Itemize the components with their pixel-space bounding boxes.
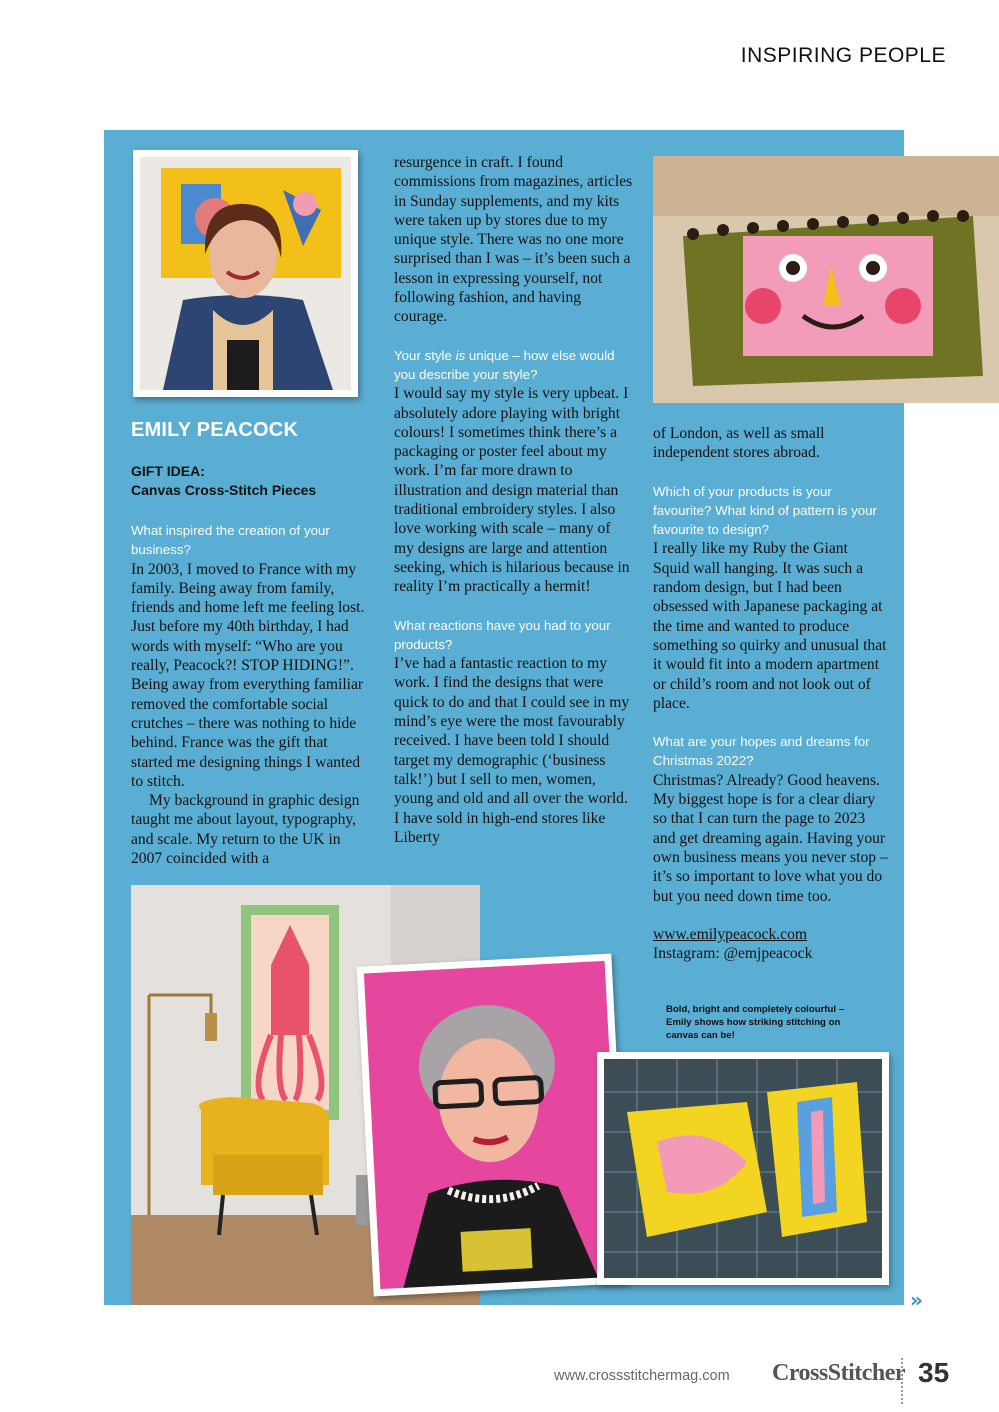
- footer-url: www.crossstitchermag.com: [554, 1368, 730, 1384]
- sealife-cushions-photo: [597, 1052, 889, 1285]
- page-number: 35: [918, 1357, 950, 1388]
- question-3: What reactions have you had to your products?: [394, 617, 611, 652]
- section-label: INSPIRING PEOPLE: [740, 44, 946, 67]
- sun-cushion-photo: [653, 156, 999, 403]
- gift-idea-label: GIFT IDEA:: [131, 463, 205, 479]
- gift-idea-value: Canvas Cross-Stitch Pieces: [131, 482, 317, 498]
- question-2: Your style is unique – how else would you describe your style?: [394, 347, 615, 382]
- column-3: [653, 424, 888, 963]
- column-2: [394, 153, 634, 847]
- footer-brand-logo: CrossStitcher: [772, 1360, 906, 1386]
- answer-4: I really like my Ruby the Giant Squid wall hanging. It was such a random design, but I had been obsessed with Japanese packaging at the time and wanted to produce something so quirky and unusual that it would fit into a modern apartment or child’s room and not look out of place.: [653, 540, 887, 712]
- answer-5: Christmas? Already? Good heavens. My biggest hope is for a clear diary so that I can turn the page to 2023 and get dreaming again. Having your own business means you never stop – it’s so important to love what you do but you need down time too.: [653, 771, 888, 905]
- website-link[interactable]: www.emilypeacock.com: [653, 925, 808, 943]
- designer-name: EMILY PEACOCK: [131, 419, 299, 441]
- column-1: [131, 502, 371, 868]
- answer-1: In 2003, I moved to France with my family. Being away from family, friends and home left me feeling lost. Just before my 40th birthday, I had words with myself: “Who are you really, Peacock?! STOP HIDING!”. Being away from everything familiar removed the comfortable social crutches – there was nothing to hide behind. France was the gift that started me designing things I wanted to stitch.: [131, 560, 365, 790]
- question-1: What inspired the creation of your business?: [131, 523, 330, 558]
- question-4: Which of your products is your favourite? What kind of pattern is your favourite to design?: [653, 483, 877, 538]
- answer-1-continued: My background in graphic design taught me about layout, typography, and scale. My return to the UK in 2007 coincided with a: [131, 792, 360, 868]
- answer-1-end: resurgence in craft. I found commissions from magazines, articles in Sunday supplements, and my kits were taken up by stores due to my unique style. There was no one more surprised than I was – it’s been such a lesson in expressing yourself, not following fashion, and having courage.: [394, 154, 633, 326]
- portrait-photo: [133, 150, 358, 397]
- lady-portrait-photo: [357, 954, 629, 1297]
- continue-arrow-icon: »: [910, 1288, 923, 1312]
- answer-2: I would say my style is very upbeat. I absolutely adore playing with bright colours! I sometimes think there’s a packaging or poster feel about my work. I’m far more drawn to illustration and design material than traditional embroidery styles. I also love working with scale – many of my designs are large and attention seeking, which is hilarious because in reality I’m practically a hermit!: [394, 385, 630, 596]
- instagram-handle: Instagram: @emjpeacock: [653, 945, 813, 963]
- photo-caption: Bold, bright and completely colourful – Emily shows how striking stitching on canvas can be!: [666, 1004, 845, 1041]
- answer-3: I’ve had a fantastic reaction to my work. I find the designs that were quick to do and that I could see in my mind’s eye were the most favourably received. I have been told I should target my demographic (‘business talk!’) but I sell to men, women, young and old and all over the world. I have sold in high-end stores like Liberty: [394, 655, 630, 846]
- footer-divider: [901, 1358, 903, 1404]
- question-5: What are your hopes and dreams for Christmas 2022?: [653, 734, 870, 769]
- answer-3-end: of London, as well as small independent stores abroad.: [653, 425, 825, 462]
